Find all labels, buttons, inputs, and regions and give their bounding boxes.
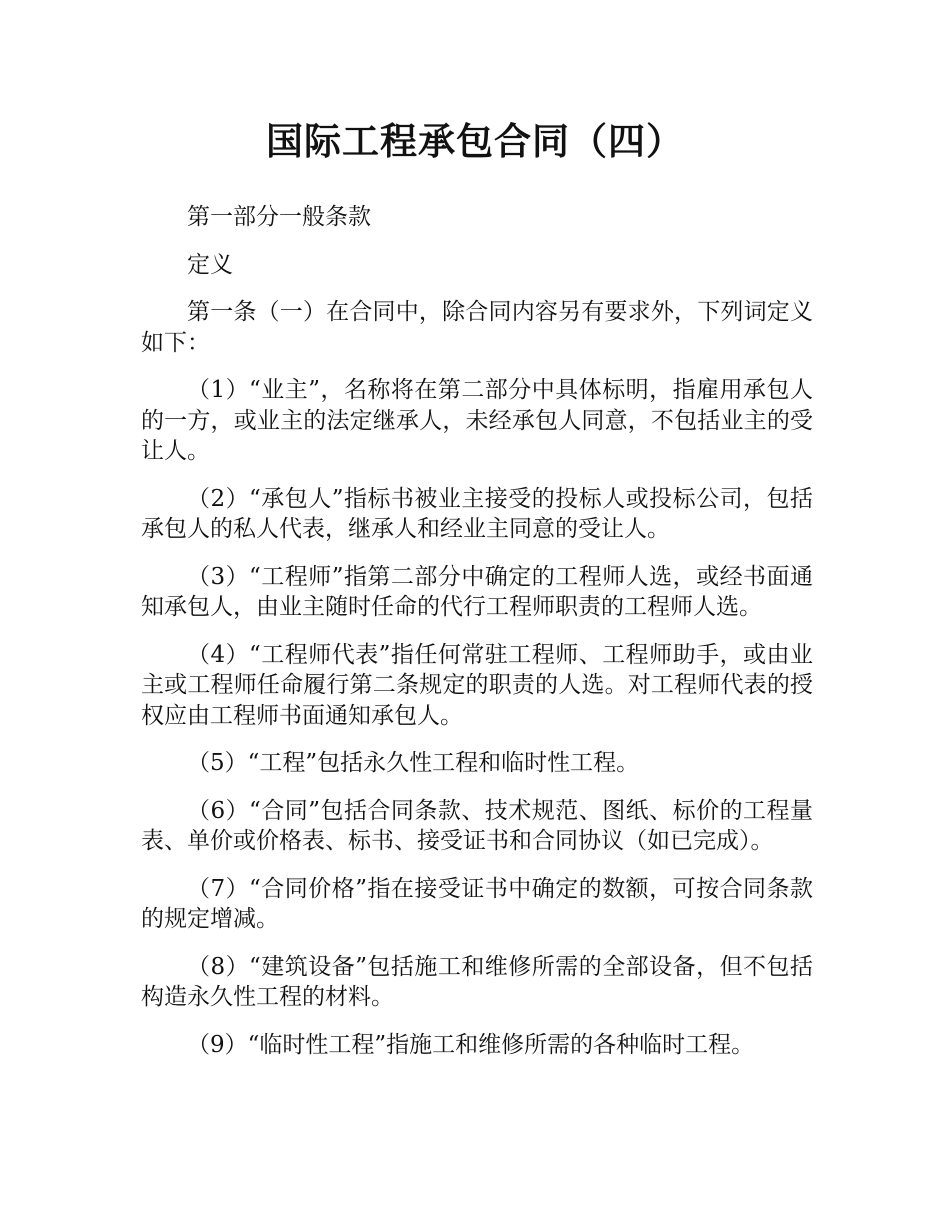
definition-item: （4）“工程师代表”指任何常驻工程师、工程师助手，或由业主或工程师任命履行第二条规定的职责的人选。对工程师代表的授权应由工程师书面通知承包人。: [141, 641, 813, 729]
document-title: 国际工程承包合同（四）: [266, 120, 684, 163]
definition-item: （2）“承包人”指标书被业主接受的投标人或投标公司，包括承包人的私人代表，继承人和经业主同意的受让人。: [141, 485, 813, 542]
section-heading: 定义: [187, 251, 233, 278]
definition-item: （8）“建筑设备”包括施工和维修所需的全部设备，但不包括构造永久性工程的材料。: [141, 953, 813, 1010]
document-body: [141, 202, 813, 1077]
definition-item: （3）“工程师”指第二部分中确定的工程师人选，或经书面通知承包人，由业主随时任命的代行工程师职责的工程师人选。: [141, 563, 813, 620]
definition-item: （6）“合同”包括合同条款、技术规范、图纸、标价的工程量表、单价或价格表、标书、接受证书和合同协议（如已完成）。: [141, 797, 813, 854]
part-heading: 第一部分一般条款: [187, 204, 371, 230]
definition-item: （9）“临时性工程”指施工和维修所需的各种临时工程。: [187, 1031, 755, 1058]
definition-item: （5）“工程”包括永久性工程和临时性工程。: [187, 750, 640, 776]
definition-item: （7）“合同价格”指在接受证书中确定的数额，可按合同条款的规定增减。: [141, 875, 813, 932]
article-1-intro: 第一条（一）在合同中，除合同内容另有要求外，下列词定义如下：: [141, 299, 813, 356]
definition-item: （1）“业主”，名称将在第二部分中具体标明，指雇用承包人的一方，或业主的法定继承人，未经承包人同意，不包括业主的受让人。: [141, 377, 813, 464]
